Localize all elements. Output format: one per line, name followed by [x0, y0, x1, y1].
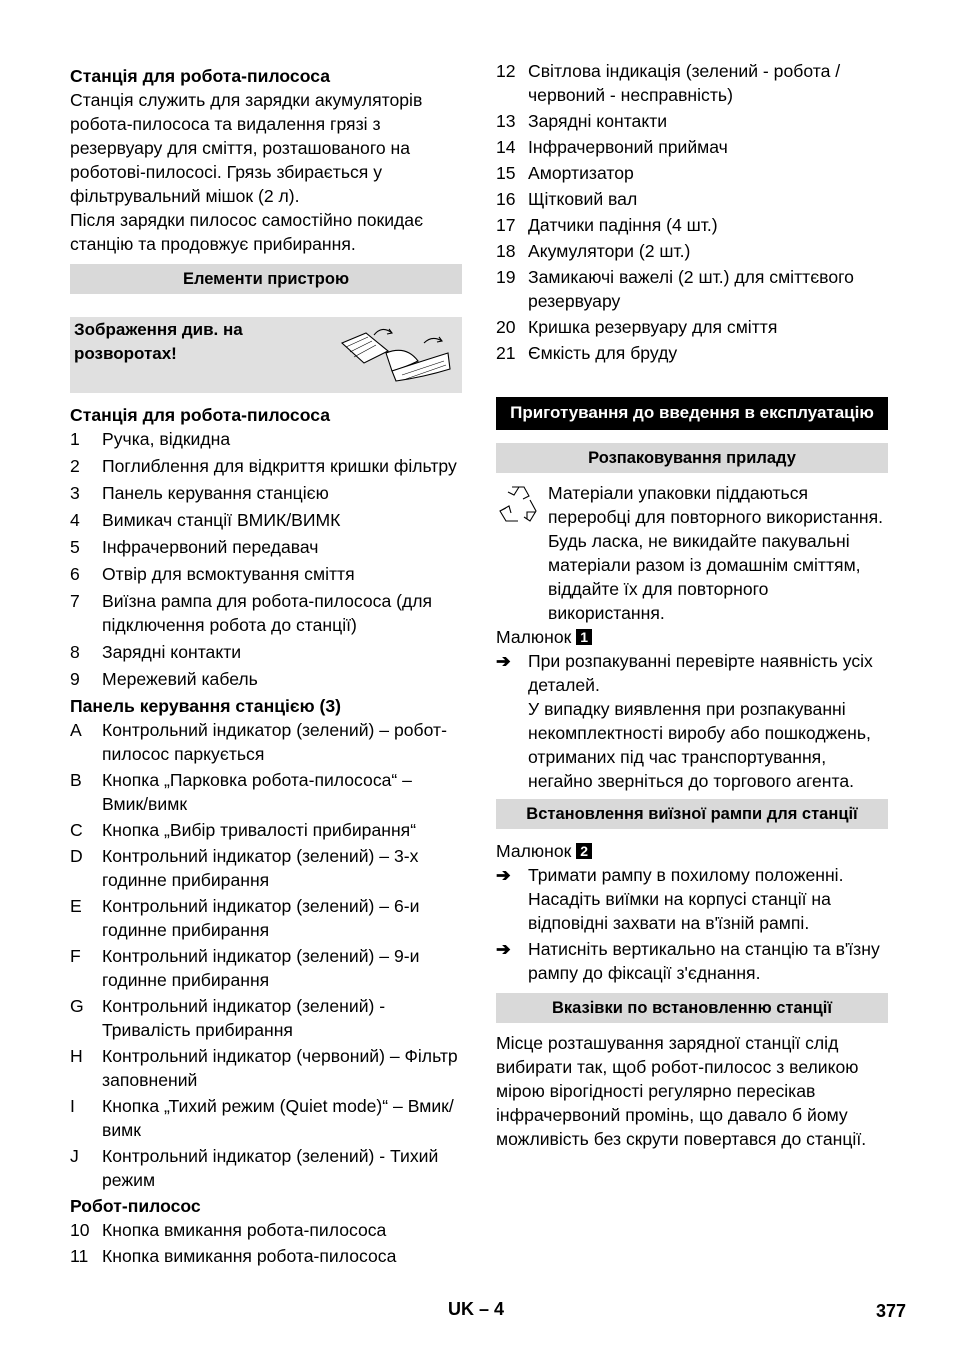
prep-heading: Приготування до введення в експлуатацію [496, 397, 888, 430]
robot-title: Робот-пилосос [70, 1196, 201, 1216]
figure-ref-1 [496, 625, 888, 649]
list-item: 10 Кнопка вмикання робота-пилососа [70, 1220, 387, 1240]
list-item: A Контрольний індикатор (зелений) – робот-пилосос паркується [70, 720, 447, 764]
robot-items-list [70, 1218, 462, 1268]
book-pages-icon [336, 323, 456, 385]
figure-label: Малюнок [496, 627, 572, 647]
recycle-note [496, 481, 888, 625]
list-item: 20 Кришка резервуару для сміття [496, 317, 778, 337]
list-item: 11 Кнопка вимикання робота-пилососа [70, 1246, 397, 1266]
ramp-step: ➔ Тримати рампу в похилому положенні. Насадіть виїмки на корпусі станції на відповідні захвати на в'їзній рампі. [496, 865, 844, 933]
left-column [70, 64, 462, 1268]
list-item: 1 Ручка, відкидна [70, 429, 231, 449]
arrow-icon: ➔ [496, 865, 511, 885]
recycle-icon [496, 483, 540, 525]
panel-title: Панель керування станцією (3) [70, 696, 342, 716]
station-list-title: Станція для робота-пилососа [70, 405, 331, 425]
list-item: 6 Отвір для всмоктування сміття [70, 564, 355, 584]
station-paragraph-2: Після зарядки пилосос самостійно покидає станцію та продовжує прибирання. [70, 210, 424, 254]
station-paragraph-1: Станція служить для зарядки акумуляторів робота-пилососа та видалення грязі з резервуару для сміття, розташованого на роботові-пилососі. Грязь збирається у фільтрувальний мішок (2 л). [70, 90, 423, 206]
list-item: 5 Інфрачервоний передавач [70, 537, 319, 557]
list-item: 15 Амортизатор [496, 163, 634, 183]
station-title: Станція для робота-пилососа [70, 66, 331, 86]
figure-ref-2 [496, 839, 888, 863]
unpack-heading: Розпаковування приладу [496, 443, 888, 473]
list-item: 14 Інфрачервоний приймач [496, 137, 728, 157]
arrow-icon: ➔ [496, 651, 511, 671]
list-item: J Контрольний індикатор (зелений) - Тихий режим [70, 1146, 439, 1190]
list-item: 13 Зарядні контакти [496, 111, 668, 131]
unpack-step-continued: У випадку виявлення при розпакуванні некомплектності виробу або пошкоджень, отриманих під час транспортування, негайно зверніться до торгового агента. [528, 699, 871, 791]
list-item: F Контрольний індикатор (зелений) – 9-и годинне прибирання [70, 946, 420, 990]
list-item: 8 Зарядні контакти [70, 642, 242, 662]
list-item: G Контрольний індикатор (зелений) - Тривалість прибирання [70, 996, 386, 1040]
ramp-step: ➔ Натисніть вертикально на станцію та в'їзну рампу до фіксації з'єднання. [496, 939, 880, 983]
install-heading: Вказівки по встановленню станції [496, 993, 888, 1023]
list-item: 4 Вимикач станції ВМИК/ВИМК [70, 510, 341, 530]
list-item: 16 Щітковий вал [496, 189, 638, 209]
footer-section-label: UK – 4 [448, 1299, 505, 1319]
install-text: Місце розташування зарядної станції слід вибирати так, щоб робот-пилосос з великою мірою вірогідності регулярно пересікав інфрачервоний промінь, що давало б йому можливість без скрути повертався до станції. [496, 1033, 867, 1149]
note-text: Зображення див. на розворотах! [74, 320, 243, 363]
list-item: 7 Виїзна рампа для робота-пилососа (для підключення робота до станції) [70, 591, 433, 635]
figure-number-badge: 1 [576, 629, 592, 645]
list-item: 2 Поглиблення для відкриття кришки фільтру [70, 456, 457, 476]
ramp-heading: Встановлення виїзної рампи для станції [496, 799, 888, 829]
arrow-icon: ➔ [496, 939, 511, 959]
list-item: 21 Ємкість для бруду [496, 343, 678, 363]
list-item: B Кнопка „Парковка робота-пилососа“ – Вмик/вимк [70, 770, 412, 814]
list-item: I Кнопка „Тихий режим (Quiet mode)“ – Вмик/вимк [70, 1096, 454, 1140]
list-item: D Контрольний індикатор (зелений) – 3-х годинне прибирання [70, 846, 419, 890]
robot-items-cont-list [496, 59, 888, 365]
unpack-step: ➔ При розпакуванні перевірте наявність усіх деталей. [496, 651, 873, 695]
station-items-list [70, 427, 462, 691]
list-item: 19 Замикаючі важелі (2 шт.) для сміттєвого резервуару [496, 267, 854, 311]
list-item: 3 Панель керування станцією [70, 483, 329, 503]
panel-items-list [70, 718, 462, 1192]
list-item: 17 Датчики падіння (4 шт.) [496, 215, 718, 235]
recycle-text: Матеріали упаковки піддаються переробці для повторного використання. Будь ласка, не викидайте пакувальні матеріали разом із домашнім сміттям, віддайте їх для повторного використання. [548, 483, 884, 623]
list-item: E Контрольний індикатор (зелений) – 6-и годинне прибирання [70, 896, 420, 940]
list-item: C Кнопка „Вибір тривалості прибирання“ [70, 820, 417, 840]
elements-heading: Елементи пристрою [70, 264, 462, 294]
right-column [496, 59, 888, 1151]
page-number: 377 [876, 1301, 907, 1321]
list-item: 12 Світлова індикація (зелений - робота / червоний - несправність) [496, 61, 841, 105]
note-box [70, 317, 462, 393]
figure-label: Малюнок [496, 841, 572, 861]
list-item: H Контрольний індикатор (червоний) – Фільтр заповнений [70, 1046, 458, 1090]
list-item: 18 Акумулятори (2 шт.) [496, 241, 691, 261]
figure-number-badge: 2 [576, 843, 592, 859]
list-item: 9 Мережевий кабель [70, 669, 258, 689]
